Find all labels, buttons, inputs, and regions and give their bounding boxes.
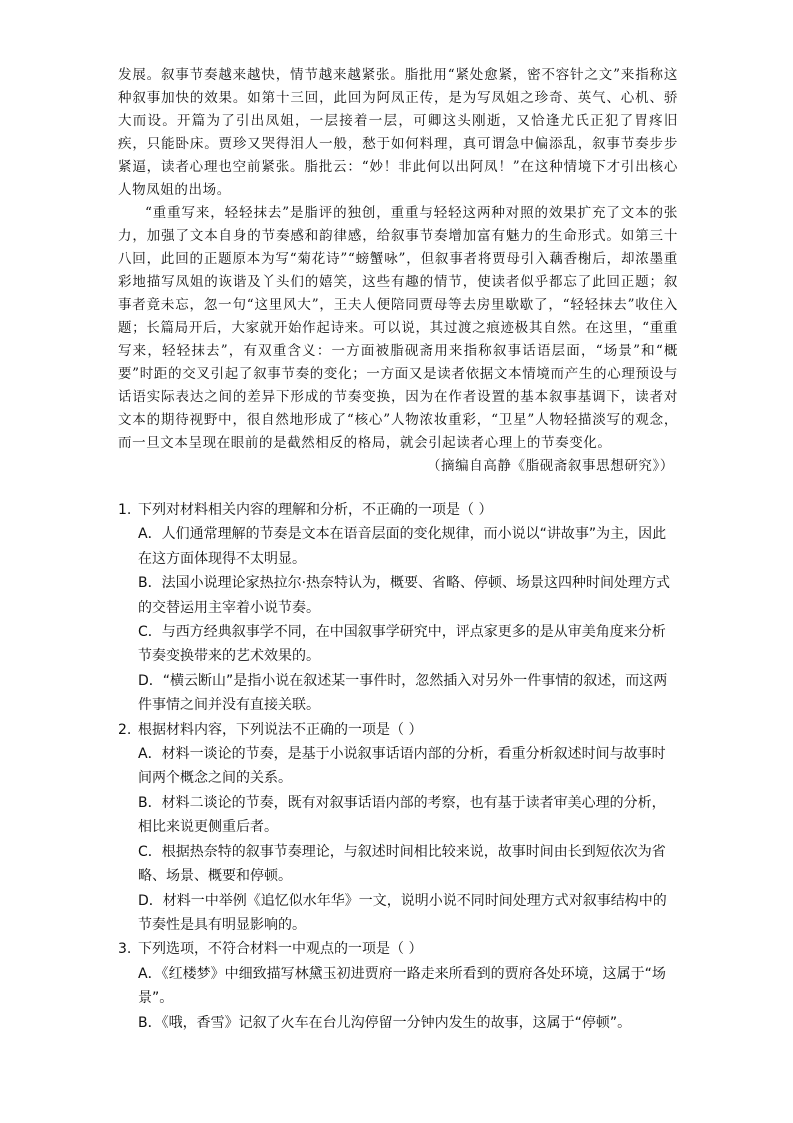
question-stem: 根据材料内容，下列说法不正确的一项是（ ） xyxy=(138,721,423,738)
option-d: D．“横云断山”是指小说在叙述某一事件时，忽然插入对另外一件事情的叙述，而这两件事情之间并没有直接关联。 xyxy=(138,672,668,714)
option-a: A．人们通常理解的节奏是文本在语音层面的变化规律，而小说以“讲故事”为主，因此在这方面体现得不太明显。 xyxy=(138,526,667,567)
question-number: 3. xyxy=(118,941,132,958)
option-b: B．《哦，香雪》记叙了火车在台儿沟停留一分钟内发生的故事，这属于“停顿”。 xyxy=(138,1014,632,1031)
question-number: 1. xyxy=(118,502,132,518)
question-number: 2. xyxy=(118,721,132,738)
option-c: C．根据热奈特的叙事节奏理论，与叙述时间相比较来说，故事时间由长到短依次为省略、场景、概要和停顿。 xyxy=(138,843,666,885)
option-b: B．材料二谈论的节奏，既有对叙事话语内部的考察，也有基于读者审美心理的分析，相比来说更侧重后者。 xyxy=(138,794,666,836)
option-a: A．材料一谈论的节奏，是基于小说叙事话语内部的分析，看重分析叙述时间与故事时间两个概念之间的关系。 xyxy=(138,746,666,787)
option-a: A．《红楼梦》中细致描写林黛玉初进贾府一路走来所看到的贾府各处环境，这属于“场景”。 xyxy=(138,965,666,1007)
reading-passage xyxy=(118,64,678,478)
question-stem: 下列选项，不符合材料一中观点的一项是（ ） xyxy=(138,941,423,958)
question-3 xyxy=(118,937,678,1035)
option-b: B．法国小说理论家热拉尔·热奈特认为，概要、省略、停顿、场景这四种时间处理方式的交替运用主宰着小说节奏。 xyxy=(138,575,671,616)
question-list xyxy=(118,498,678,1035)
passage-paragraph-2: “重重写来，轻轻抹去”是脂评的独创，重重与轻轻这两种对照的效果扩充了文本的张力，加强了文本自身的节奏感和韵律感，给叙事节奏增加富有魅力的生命形式。如第三十八回，此回的正题原本为写“菊花诗”“螃蟹咏”，但叙事者将贾母引入藕香榭后，却浓墨重彩地描写凤姐的诙谐及丫头们的嬉笑，这些有趣的情节，使读者似乎都忘了此回正题；叙事者竟未忘，忽一句“这里风大”，王夫人便陪同贾母等去房里歇歇了，“轻轻抹去”收住入题；长篇局开后，大家就开始作起诗来。可以说，其过渡之痕迹极其自然。在这里，“重重写来，轻轻抹去”，有双重含义：一方面被脂砚斋用来指称叙事话语层面，“场景”和“概要”时距的交叉引起了叙事节奏的变化；一方面又是读者依据文本情境而产生的心理预设与话语实际表达之间的差异下形成的节奏变换，因为在作者设置的基本叙事基调下，读者对文本的期待视野中，很自然地形成了“核心”人物浓妆重彩，“卫星”人物轻描淡写的观念，而一旦文本呈现在眼前的是截然相反的格局，就会引起读者心理上的节奏变化。 xyxy=(118,205,678,451)
passage-source: （摘编自高静《脂砚斋叙事思想研究》） xyxy=(426,458,674,474)
question-stem: 下列对材料相关内容的理解和分析，不正确的一项是（ ） xyxy=(138,502,493,518)
option-c: C．与西方经典叙事学不同，在中国叙事学研究中，评点家更多的是从审美角度来分析节奏变换带来的艺术效果的。 xyxy=(138,624,666,665)
passage-paragraph-1: 发展。叙事节奏越来越快，情节越来越紧张。脂批用“紧处愈紧，密不容针之文”来指称这种叙事加快的效果。如第十三回，此回为阿凤正传，是为写凤姐之珍奇、英气、心机、骄大而设。开篇为了引出凤姐，一层接着一层，可卿这头刚逝，又恰逢尤氏正犯了胃疼旧疾，只能卧床。贾珍又哭得泪人一般，愁于如何料理，真可谓急中偏添乱，叙事节奏步步紧逼，读者心理也空前紧张。脂批云：“妙！非此何以出阿凤！”在这种情境下才引出核心人物凤姐的出场。 xyxy=(118,67,678,198)
question-2 xyxy=(118,718,678,938)
question-1 xyxy=(118,498,678,718)
option-d: D．材料一中举例《追忆似水年华》一文，说明小说不同时间处理方式对叙事结构中的节奏性是具有明显影响的。 xyxy=(138,892,667,933)
